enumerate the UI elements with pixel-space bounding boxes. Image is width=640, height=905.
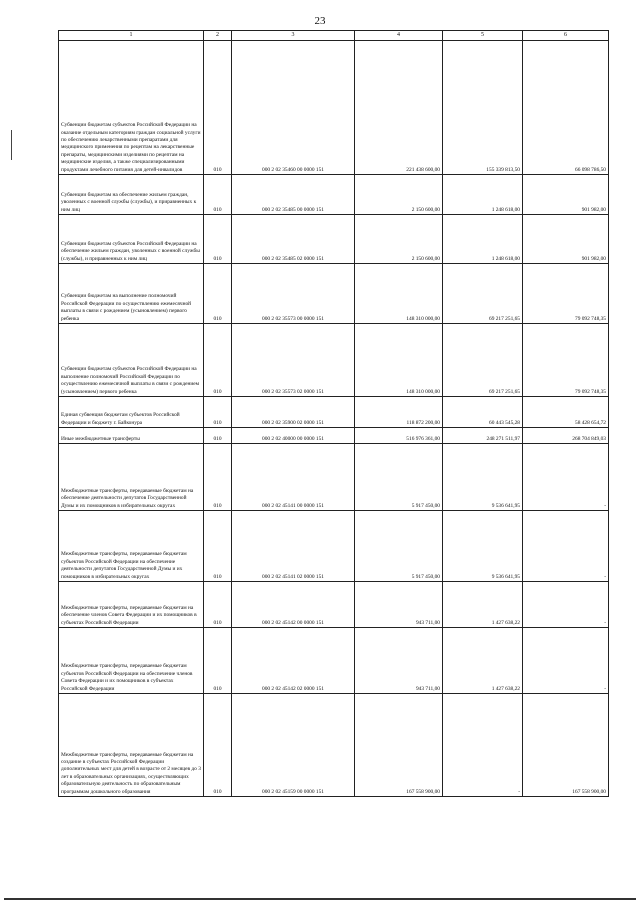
row-col4: 2 150 600,00 xyxy=(355,215,443,264)
row-kbk: 000 2 02 35460 00 0000 151 xyxy=(232,41,355,175)
row-col5: 155 339 813,50 xyxy=(443,41,523,175)
row-col4: 221 438 600,00 xyxy=(355,41,443,175)
row-col6: 901 982,00 xyxy=(523,175,609,215)
row-name: Единая субвенция бюджетам субъектов Российской Федерации и бюджету г. Байконура xyxy=(59,397,204,428)
table-row xyxy=(59,428,609,444)
row-name: Межбюджетные трансферты, передаваемые бюджетам на обеспечение членов Совета Федерации и их помощников в субъектах Российской Федерации xyxy=(59,582,204,628)
row-name: Субвенции бюджетам субъектов Российской Федерации на обеспечение жильем граждан, уволенных с военной службы (службы), и приравненных к ним лиц xyxy=(59,215,204,264)
table-row xyxy=(59,628,609,694)
row-name: Субвенции бюджетам на обеспечение жильем граждан, уволенных с военной службы (службы), и приравненных к ним лиц xyxy=(59,175,204,215)
row-name: Субвенции бюджетам субъектов Российской Федерации на оказание отдельным категориям граждан социальной услуги по обеспечению лекарственными препаратами для медицинского применения по рецептам на лекарственные препараты, медицинскими изделиями по рецептам на медицинские изделия, а также специализированными продуктами лечебного питания для детей-инвалидов xyxy=(59,41,204,175)
row-code: 010 xyxy=(204,215,232,264)
row-name: Межбюджетные трансферты, передаваемые бюджетам на обеспечение деятельности депутатов Государственной Думы и их помощников в избирательных округах xyxy=(59,444,204,511)
row-code: 010 xyxy=(204,41,232,175)
row-kbk: 000 2 02 45142 00 0000 151 xyxy=(232,582,355,628)
row-col6: 268 704 849,03 xyxy=(523,428,609,444)
page-number: 23 xyxy=(314,15,326,27)
row-col6: 58 428 654,72 xyxy=(523,397,609,428)
row-col6: - xyxy=(523,582,609,628)
row-col4: 516 976 361,00 xyxy=(355,428,443,444)
row-code: 010 xyxy=(204,264,232,324)
row-col5: 1 427 638,22 xyxy=(443,582,523,628)
column-header-3: 3 xyxy=(232,31,355,41)
row-col5: 9 536 641,95 xyxy=(443,444,523,511)
row-col6: 901 982,00 xyxy=(523,215,609,264)
row-col5: 1 248 618,00 xyxy=(443,215,523,264)
row-name: Межбюджетные трансферты, передаваемые бюджетам на создание в субъектах Российской Федерации дополнительных мест для детей в возрасте от 2 месяцев до 3 лет в образовательных организациях, осуществляющих образовательную деятельность по образовательным программам дошкольного образования xyxy=(59,694,204,797)
row-col4: 118 872 200,00 xyxy=(355,397,443,428)
row-code: 010 xyxy=(204,582,232,628)
table-row xyxy=(59,511,609,582)
row-code: 010 xyxy=(204,175,232,215)
row-kbk: 000 2 02 35573 02 0000 151 xyxy=(232,324,355,397)
row-col4: 5 917 450,00 xyxy=(355,511,443,582)
row-col5: 69 217 251,65 xyxy=(443,264,523,324)
column-header-4: 4 xyxy=(355,31,443,41)
row-code: 010 xyxy=(204,511,232,582)
column-header-6: 6 xyxy=(523,31,609,41)
row-col6: 79 092 748,35 xyxy=(523,264,609,324)
row-name: Субвенции бюджетам субъектов Российской Федерации на выполнение полномочий Российской Федерации по осуществлению ежемесячной выплаты в связи с рождением (усыновлением) первого ребенка xyxy=(59,324,204,397)
row-code: 010 xyxy=(204,694,232,797)
page-bottom-rule xyxy=(4,898,636,900)
row-kbk: 000 2 02 35573 00 0000 151 xyxy=(232,264,355,324)
row-code: 010 xyxy=(204,428,232,444)
table-header-row xyxy=(59,31,609,41)
row-col4: 943 711,00 xyxy=(355,628,443,694)
table-row xyxy=(59,175,609,215)
row-code: 010 xyxy=(204,397,232,428)
row-col6: - xyxy=(523,511,609,582)
row-col4: 2 150 600,00 xyxy=(355,175,443,215)
table-row xyxy=(59,215,609,264)
column-header-2: 2 xyxy=(204,31,232,41)
column-header-1: 1 xyxy=(59,31,204,41)
table-row xyxy=(59,582,609,628)
row-col5: 9 536 641,95 xyxy=(443,511,523,582)
row-kbk: 000 2 02 35485 00 0000 151 xyxy=(232,175,355,215)
row-kbk: 000 2 02 45142 02 0000 151 xyxy=(232,628,355,694)
row-col6: 167 558 900,00 xyxy=(523,694,609,797)
table-row xyxy=(59,444,609,511)
column-header-5: 5 xyxy=(443,31,523,41)
row-name: Субвенции бюджетам на выполнение полномочий Российской Федерации по осуществлению ежемесячной выплаты в связи с рождением (усыновлением) первого ребенка xyxy=(59,264,204,324)
table-row xyxy=(59,694,609,797)
table-row xyxy=(59,264,609,324)
table-row xyxy=(59,41,609,175)
row-name: Межбюджетные трансферты, передаваемые бюджетам субъектов Российской Федерации на обеспечение деятельности депутатов Государственной Думы и их помощников в избирательных округах xyxy=(59,511,204,582)
row-code: 010 xyxy=(204,628,232,694)
row-kbk: 000 2 02 40000 00 0000 151 xyxy=(232,428,355,444)
table-row xyxy=(59,324,609,397)
row-kbk: 000 2 02 45141 02 0000 151 xyxy=(232,511,355,582)
row-kbk: 000 2 02 35900 02 0000 151 xyxy=(232,397,355,428)
row-col5: 60 443 545,28 xyxy=(443,397,523,428)
row-col5: 1 248 618,00 xyxy=(443,175,523,215)
row-col5: 1 427 638,22 xyxy=(443,628,523,694)
row-col5: 248 271 511,97 xyxy=(443,428,523,444)
row-code: 010 xyxy=(204,444,232,511)
row-col6: - xyxy=(523,444,609,511)
row-kbk: 000 2 02 45141 00 0000 151 xyxy=(232,444,355,511)
row-name: Межбюджетные трансферты, передаваемые бюджетам субъектов Российской Федерации на обеспечение членов Совета Федерации и их помощников в субъектах Российской Федерации xyxy=(59,628,204,694)
row-col6: 66 098 786,50 xyxy=(523,41,609,175)
row-kbk: 000 2 02 45159 00 0000 151 xyxy=(232,694,355,797)
row-col5: - xyxy=(443,694,523,797)
margin-mark xyxy=(11,130,12,160)
row-code: 010 xyxy=(204,324,232,397)
row-kbk: 000 2 02 35485 02 0000 151 xyxy=(232,215,355,264)
row-col4: 5 917 450,00 xyxy=(355,444,443,511)
table-row xyxy=(59,397,609,428)
row-name: Иные межбюджетные трансферты xyxy=(59,428,204,444)
row-col5: 69 217 251,65 xyxy=(443,324,523,397)
row-col4: 148 310 000,00 xyxy=(355,324,443,397)
row-col6: 79 092 748,35 xyxy=(523,324,609,397)
row-col4: 167 558 900,00 xyxy=(355,694,443,797)
row-col6: - xyxy=(523,628,609,694)
row-col4: 148 310 000,00 xyxy=(355,264,443,324)
row-col4: 943 711,00 xyxy=(355,582,443,628)
budget-table xyxy=(58,30,609,797)
